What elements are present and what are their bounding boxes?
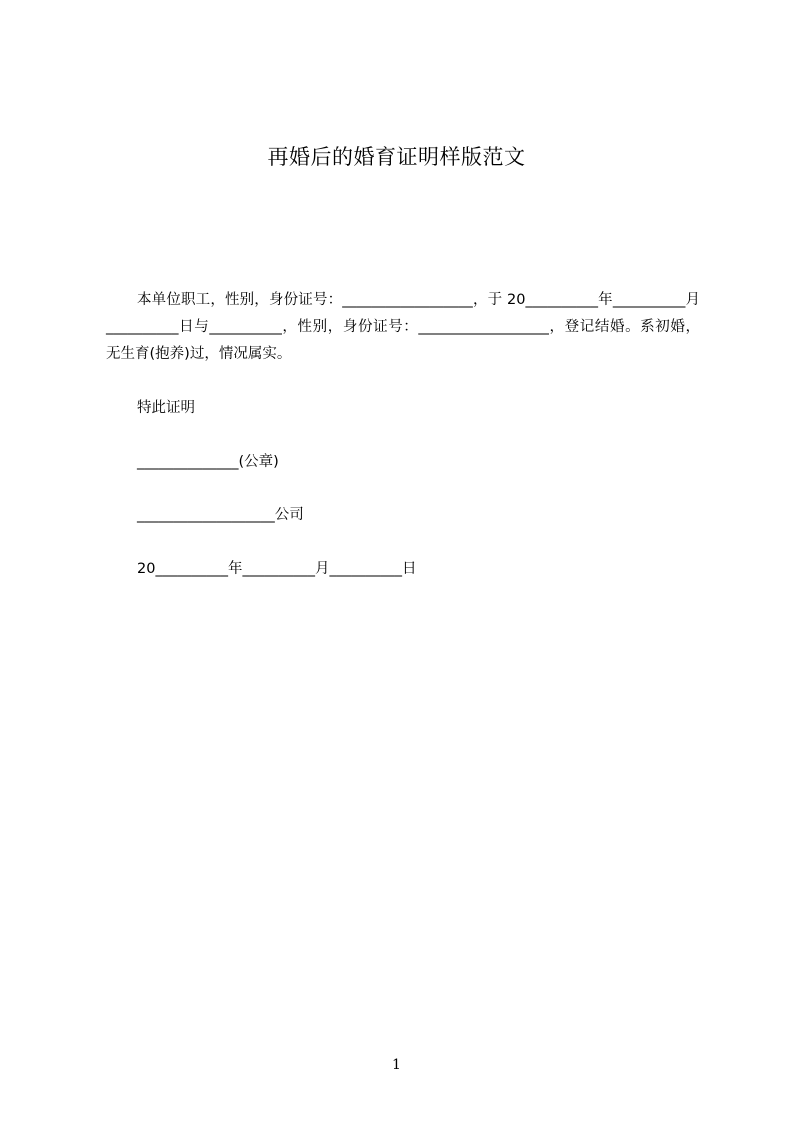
document-title: 再婚后的婚育证明样版范文	[267, 145, 526, 169]
date-line: 20__________年__________月__________日	[137, 561, 417, 577]
body-paragraph: 本单位职工，性别，身份证号：__________________，于 20__________年__________月__________日与__________，性别，身份证号：__________________，登记结婚。系初婚，无生育(抱养)过，情况属实。	[106, 292, 700, 362]
special-note: 特此证明	[137, 400, 195, 416]
company-line: ___________________公司	[137, 507, 304, 523]
page-number: 1	[392, 1057, 401, 1073]
seal-line: ______________(公章)	[137, 454, 279, 470]
